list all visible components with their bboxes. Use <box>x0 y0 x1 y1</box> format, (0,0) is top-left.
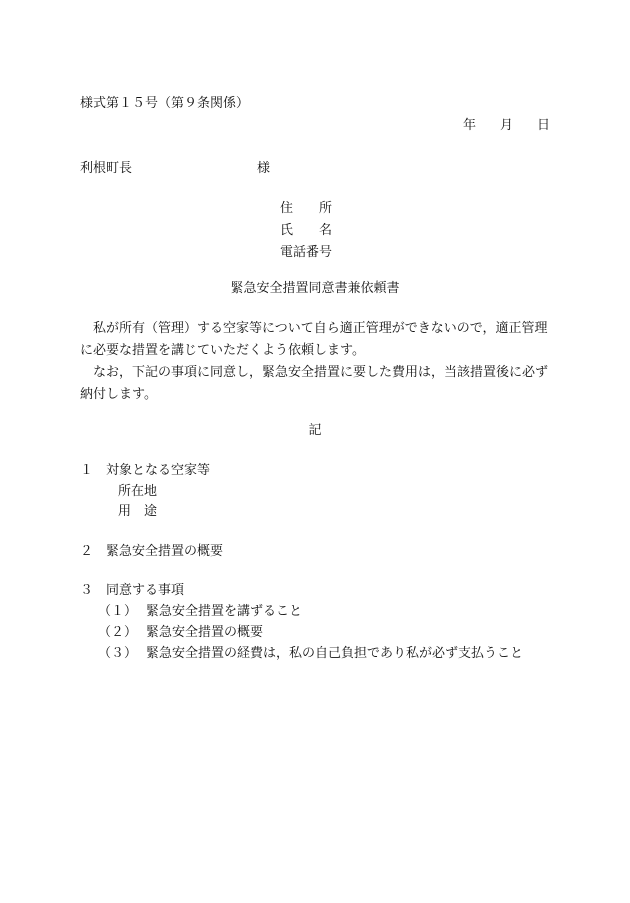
consent-item-3-number: （３） <box>98 646 138 661</box>
address-label: 住 所 <box>280 201 333 216</box>
date-day: 日 <box>536 118 550 133</box>
addressee-honorific: 様 <box>257 161 271 176</box>
paragraph-consent: なお，下記の事項に同意し，緊急安全措置に要した費用は，当該措置後に必ず納付します。 <box>80 365 549 402</box>
consent-item-2-number: （２） <box>98 625 138 640</box>
section-2-title: 緊急安全措置の概要 <box>106 544 224 559</box>
section-1-number: １ <box>80 463 94 478</box>
phone-label: 電話番号 <box>280 245 333 260</box>
section-3-title: 同意する事項 <box>106 583 185 598</box>
section-1-usage: 用 途 <box>118 504 158 519</box>
ki-heading: 記 <box>308 423 322 438</box>
applicant-block <box>280 198 332 264</box>
form-number: 様式第１５号（第９条関係） <box>80 96 250 111</box>
consent-item-1-text: 緊急安全措置を講ずること <box>146 604 303 619</box>
consent-item-1-number: （１） <box>98 604 138 619</box>
section-1 <box>80 462 210 480</box>
document-title: 緊急安全措置同意書兼依頼書 <box>230 281 400 296</box>
section-1-location: 所在地 <box>118 484 158 499</box>
section-3 <box>80 582 184 600</box>
date-line <box>463 117 550 135</box>
addressee-name: 利根町長 <box>80 161 133 176</box>
section-2-number: ２ <box>80 544 94 559</box>
paragraph-request: 私が所有（管理）する空家等について自ら適正管理ができないので，適正管理に必要な措置を講じていただくよう依頼します。 <box>80 321 548 358</box>
date-month: 月 <box>499 118 513 133</box>
section-2 <box>80 543 223 561</box>
section-1-title: 対象となる空家等 <box>106 463 211 478</box>
date-year: 年 <box>462 118 476 133</box>
addressee <box>80 160 270 178</box>
name-label: 氏 名 <box>280 223 333 238</box>
consent-item-2 <box>98 624 263 642</box>
consent-item-3-text: 緊急安全措置の経費は，私の自己負担であり私が必ず支払うこと <box>146 646 524 661</box>
section-3-number: ３ <box>80 583 94 598</box>
consent-item-3 <box>98 645 523 663</box>
consent-item-2-text: 緊急安全措置の概要 <box>146 625 264 640</box>
consent-item-1 <box>98 603 302 621</box>
